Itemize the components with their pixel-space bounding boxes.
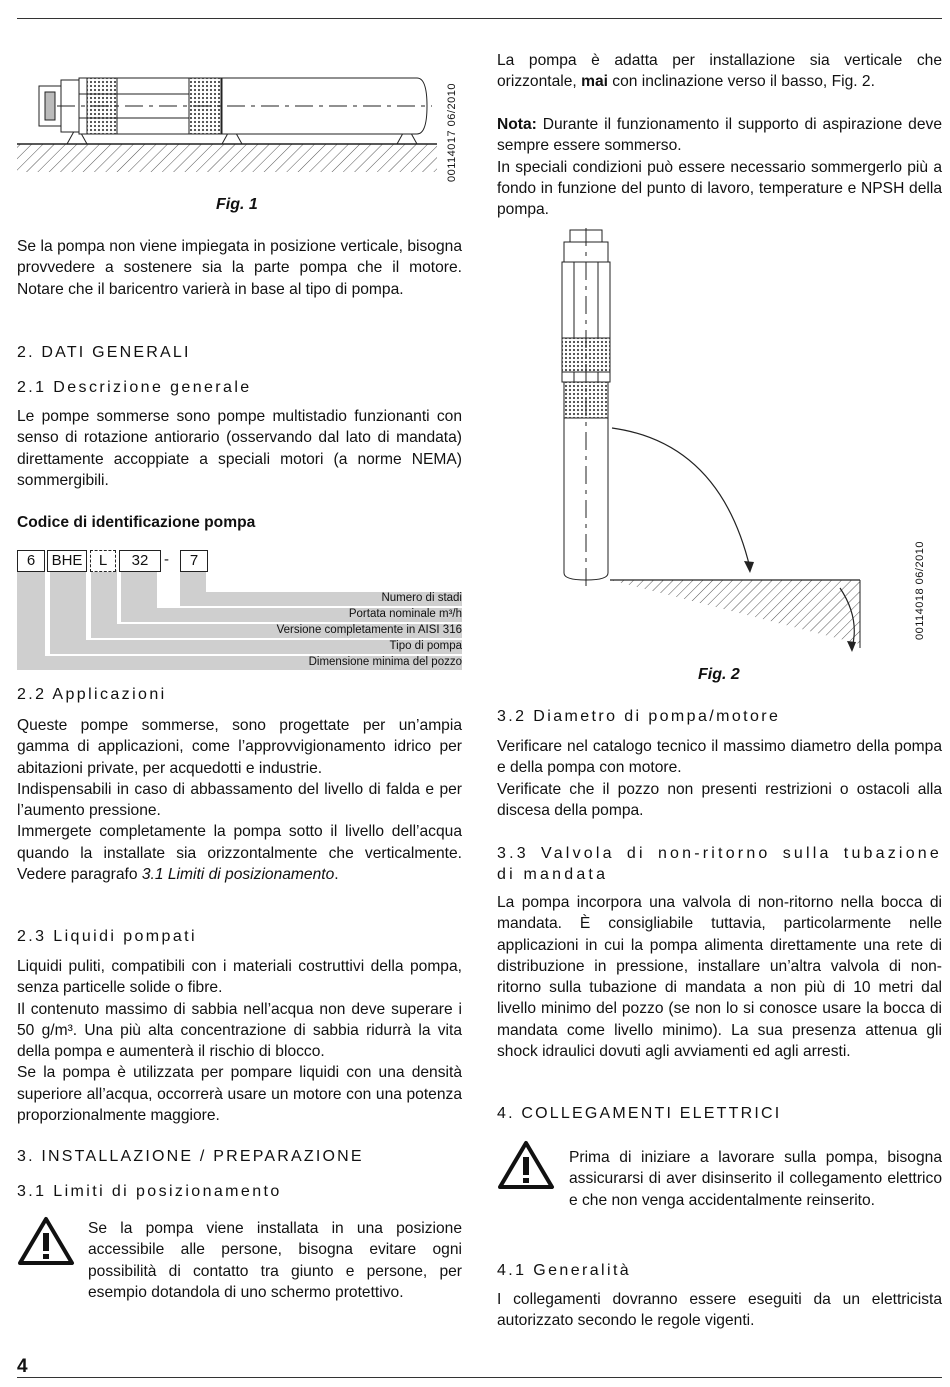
nota-label: Nota: — [497, 116, 537, 133]
heading-valvola: 3.3 Valvola di non-ritorno sulla tubazione di mandata — [497, 845, 942, 883]
page-number: 4 — [17, 1356, 28, 1377]
applicazioni-p3 — [17, 821, 462, 885]
diametro-text — [497, 736, 942, 821]
installazione-paragraph — [497, 50, 942, 93]
heading-collegamenti: 4. COLLEGAMENTI ELETTRICI — [497, 1105, 782, 1122]
warning-icon-electric — [497, 1140, 555, 1190]
fig1-caption: Fig. 1 — [216, 196, 258, 213]
heading-limiti: 3.1 Limiti di posizionamento — [17, 1183, 282, 1200]
code-part-size: 6 — [17, 550, 45, 572]
heading-diametro: 3.2 Diametro di pompa/motore — [497, 708, 781, 725]
applicazioni-p3-ref: 3.1 Limiti di posizionamento — [141, 866, 335, 884]
installazione-p1-a: La pompa è adatta per installazione sia verticale che orizzontale, — [497, 52, 942, 91]
liquidi-p3: Se la pompa è utilizzata per pompare liquidi con una densità superiore all’acqua, occorrerà usare un motore con una potenza proporzionalmente maggiore. — [17, 1064, 462, 1125]
liquidi-p2: Il contenuto massimo di sabbia nell’acqua non deve superare i 50 g/m³. Una più alta concentrazione di sabbia ridurrà la vita della pompa e aumenterà il rischio di blocco. — [17, 1000, 462, 1061]
applicazioni-p1: Queste pompe sommerse, sono progettate per un’ampia gamma di applicazioni, come l’approvvigionamento idrico per abitazioni private, per acquedotti e industrie. — [17, 717, 462, 777]
descrizione-paragraph: Le pompe sommerse sono pompe multistadio funzionanti con senso di rotazione antiorario (osservando dal lato di mandata) direttamente accoppiate a speciali motori (a norme NEMA) sommergibili. — [17, 408, 462, 489]
code-part-type: BHE — [47, 550, 87, 572]
top-rule — [17, 18, 942, 19]
fig1-horizontal-pump-drawing — [17, 68, 437, 178]
applicazioni-p3-a: Immergete completamente la pompa sotto il livello dell’acqua quando la installate sia orizzontalmente che verticalmente. Vedere paragrafo — [17, 823, 462, 884]
installazione-p1-c: con inclinazione verso il basso, Fig. 2. — [607, 73, 875, 91]
heading-liquidi: 2.3 Liquidi pompati — [17, 928, 197, 945]
diametro-p1: Verificare nel catalogo tecnico il massimo diametro della pompa e della pompa con motore. — [497, 738, 942, 777]
band-dimensione-stem — [17, 570, 45, 670]
fig2-vertical-pump-drawing — [540, 228, 880, 658]
code-label-tipo: Tipo di pompa — [389, 640, 462, 652]
band-stadi-stem — [180, 570, 206, 606]
applicazioni-text — [17, 715, 462, 885]
code-part-version: L — [90, 550, 116, 572]
liquidi-p1: Liquidi puliti, compatibili con i materiali costruttivi della pompa, senza particelle solide o fibre. — [17, 958, 462, 997]
heading-applicazioni: 2.2 Applicazioni — [17, 686, 167, 703]
code-part-dash: - — [164, 551, 169, 568]
nota-p2: In speciali condizioni può essere necessario sommergerlo più a fondo in funzione del punto di lavoro, temperature e NPSH della pompa. — [497, 158, 942, 219]
fig2-code: 00114018 06/2010 — [914, 541, 926, 640]
collegamenti-warning-text: Prima di iniziare a lavorare sulla pompa, bisogna assicurarsi di aver disinserito il collegamento elettrico e che non venga accidentalmente reinserito. — [569, 1149, 942, 1209]
band-versione-stem — [91, 570, 117, 638]
liquidi-text — [17, 956, 462, 1126]
heading-generalita: 4.1 Generalità — [497, 1262, 632, 1279]
limiti-warning-text: Se la pompa viene installata in una posizione accessibile alle persone, bisogna evitare ogni possibilità di contatto tra giunto e persone, per esempio dotandola di uno schermo protettivo. — [88, 1220, 462, 1301]
fig1-code: 00114017 06/2010 — [446, 83, 458, 182]
band-portata-stem — [121, 570, 157, 622]
installazione-p1-mai: mai — [581, 73, 608, 91]
code-label-versione: Versione completamente in AISI 316 — [276, 624, 462, 636]
code-part-stages: 7 — [180, 550, 208, 572]
code-title: Codice di identificazione pompa — [17, 514, 256, 531]
band-tipo-stem — [50, 570, 86, 654]
warning-icon — [17, 1216, 75, 1266]
applicazioni-p3-c: . — [334, 866, 339, 884]
heading-dati-generali: 2. DATI GENERALI — [17, 344, 191, 361]
intro-paragraph: Se la pompa non viene impiegata in posizione verticale, bisogna provvedere a sostenere sia la parte pompa che il motore. Notare che il baricentro varierà in base al tipo di pompa. — [17, 238, 462, 298]
generalita-paragraph: I collegamenti dovranno essere eseguiti da un elettricista autorizzato secondo le regole vigenti. — [497, 1291, 942, 1330]
code-label-portata: Portata nominale m³/h — [348, 608, 462, 620]
nota-text — [497, 114, 942, 220]
applicazioni-p2: Indispensabili in caso di abbassamento del livello di falda e per l’aumento pressione. — [17, 780, 462, 820]
valvola-paragraph: La pompa incorpora una valvola di non-ritorno nella bocca di mandata. È consigliabile tuttavia, particolarmente nelle applicazioni in cui la pompa alimenta direttamente una rete di distribuzione in pressione, installare un’altra valvola di non-ritorno sulla tubazione di mandata a non più di 10 metri dal livello minimo del pozzo (se non lo si conosce usare la bocca di mandata come livello minimo). La sua presenza attenua gli shock idraulici dovuti agli avviamenti ed agli arresti. — [497, 894, 942, 1061]
fig2-caption: Fig. 2 — [698, 666, 740, 683]
heading-installazione: 3. INSTALLAZIONE / PREPARAZIONE — [17, 1148, 364, 1165]
nota-p1 — [497, 114, 942, 157]
code-label-dimensione: Dimensione minima del pozzo — [308, 656, 462, 668]
diametro-p2: Verificate che il pozzo non presenti restrizioni o ostacoli alla discesa della pompa. — [497, 780, 942, 819]
code-label-stadi: Numero di stadi — [381, 592, 462, 604]
code-part-flow: 32 — [119, 550, 161, 572]
bottom-rule — [17, 1377, 942, 1378]
heading-descrizione: 2.1 Descrizione generale — [17, 379, 252, 396]
nota-p1-text: Durante il funzionamento il supporto di aspirazione deve sempre essere sommerso. — [497, 116, 942, 155]
